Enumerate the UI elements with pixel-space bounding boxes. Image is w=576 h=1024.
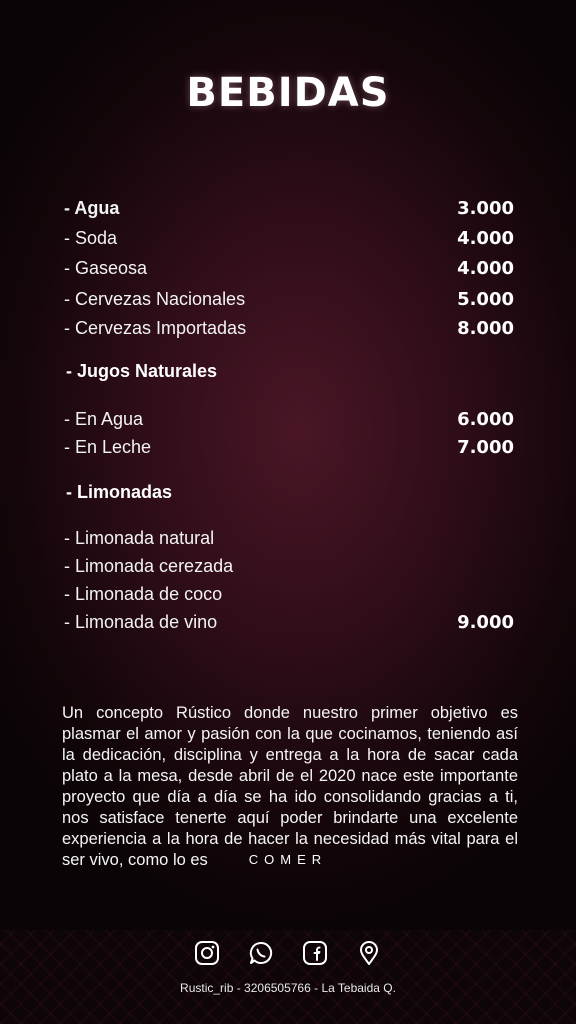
menu-item	[64, 525, 514, 551]
location-pin-icon[interactable]	[356, 940, 382, 966]
item-price: 7.000	[457, 436, 514, 458]
menu-item	[64, 225, 514, 251]
menu-item	[64, 581, 514, 607]
menu-item	[64, 286, 514, 312]
menu-item	[64, 255, 514, 281]
item-name: - Gaseosa	[64, 257, 148, 278]
item-name: - Limonada de vino	[64, 611, 218, 632]
section-heading-limonadas: - Limonadas	[66, 482, 173, 502]
item-price: 8.000	[457, 317, 514, 339]
tagline: COMER	[248, 852, 328, 867]
whatsapp-icon[interactable]	[248, 940, 274, 966]
menu-item	[64, 315, 514, 341]
menu-item	[64, 553, 514, 579]
item-name: - Limonada de coco	[64, 583, 223, 604]
page-title: BEBIDAS	[186, 70, 390, 116]
item-name: - Soda	[64, 227, 118, 248]
footer-contact: Rustic_rib - 3206505766 - La Tebaida Q.	[180, 981, 396, 995]
section-heading-jugos: - Jugos Naturales	[66, 361, 218, 381]
item-name: - Cervezas Nacionales	[64, 288, 246, 309]
item-name: - En Agua	[64, 408, 144, 429]
item-price: 9.000	[457, 611, 514, 633]
item-price: 6.000	[457, 408, 514, 430]
social-icons	[0, 940, 576, 966]
item-name: - Cervezas Importadas	[64, 317, 247, 338]
menu-item	[64, 609, 514, 635]
item-name: - Agua	[64, 197, 120, 218]
menu-item	[64, 434, 514, 460]
facebook-icon[interactable]	[302, 940, 328, 966]
item-price: 3.000	[457, 197, 514, 219]
description-text: Un concepto Rústico donde nuestro primer objetivo es plasmar el amor y pasión con la que cocinamos, teniendo así la dedicación, disciplina y entrega a la hora de sacar cada plato a la mesa, desde abril de el 2020 nace este importante proyecto que día a día se ha ido consolidando gracias a ti, nos satisface tenerte aquí poder brindarte una excelente experiencia a la hora de hacer la necesidad más vital para el ser vivo, como lo es	[62, 704, 518, 869]
instagram-icon[interactable]	[194, 940, 220, 966]
item-price: 4.000	[457, 257, 514, 279]
item-name: - Limonada natural	[64, 527, 215, 548]
item-name: - Limonada cerezada	[64, 555, 234, 576]
item-price: 4.000	[457, 227, 514, 249]
item-price: 5.000	[457, 288, 514, 310]
menu-item	[64, 195, 514, 221]
menu-item	[64, 406, 514, 432]
item-name: - En Leche	[64, 436, 152, 457]
